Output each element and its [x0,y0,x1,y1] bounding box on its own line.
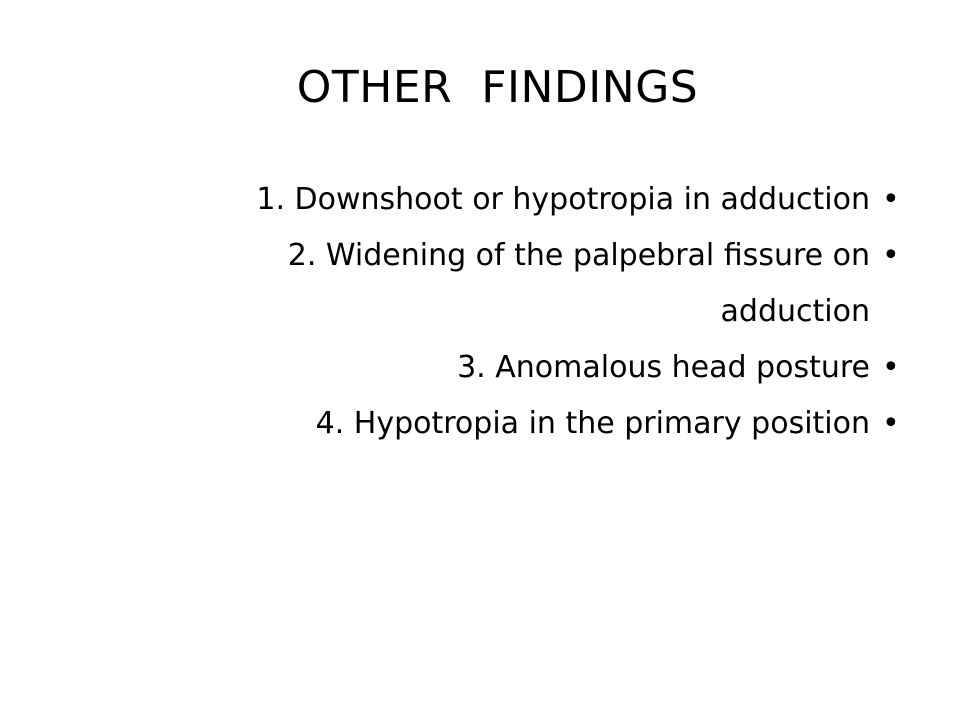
list-item [100,228,900,340]
list-item [100,340,900,396]
bullet-icon: • [882,238,900,273]
list-item-text: 2. Widening of the palpebral fissure on adduction [287,238,870,329]
list-item [100,172,900,228]
bullet-icon: • [882,182,900,217]
bullet-icon: • [882,406,900,441]
findings-list [100,172,900,452]
list-item [100,396,900,452]
bullet-icon: • [882,350,900,385]
list-item-text: 3. Anomalous head posture [457,350,870,385]
list-item-text: 4. Hypotropia in the primary position [315,406,870,441]
list-item-text: 1. Downshoot or hypotropia in adduction [256,182,870,217]
slide-title: OTHER FINDINGS [296,62,699,113]
